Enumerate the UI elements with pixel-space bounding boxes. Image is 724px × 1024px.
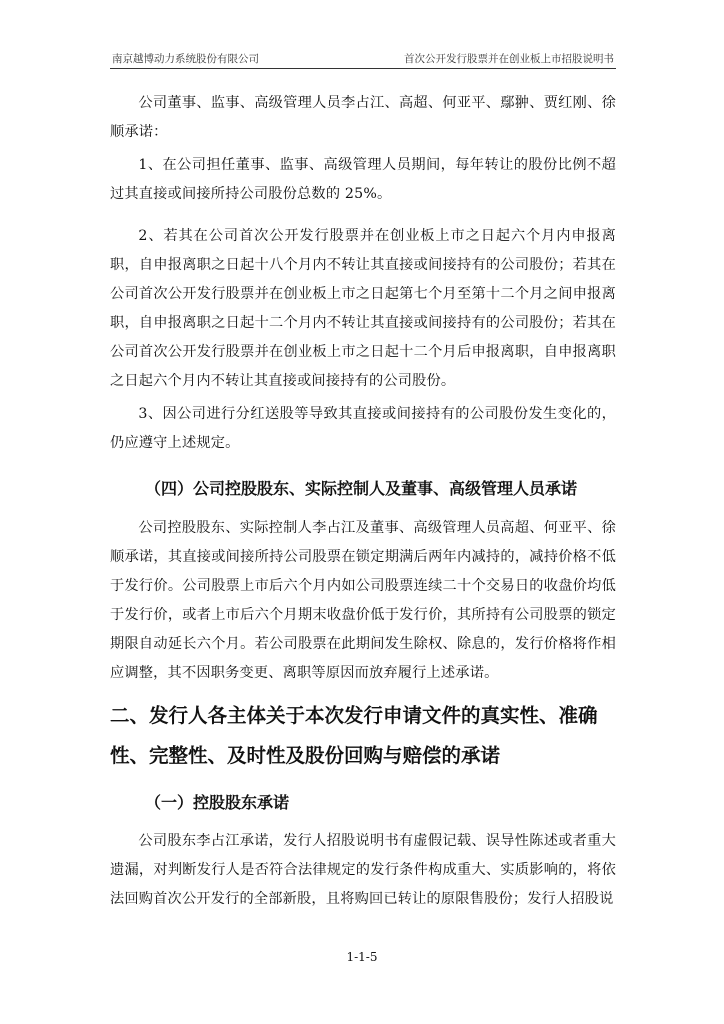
section-heading-1: （一）控股股东承诺 <box>145 793 290 812</box>
page-header <box>110 48 616 69</box>
header-document-title: 首次公开发行股票并在创业板上市招股说明书 <box>404 53 614 65</box>
paragraph-commitment-1: 1、在公司担任董事、监事、高级管理人员期间，每年转让的股份比例不超过其直接或间接所持公司股份总数的 25%。 <box>110 157 616 202</box>
chapter-heading-2: 二、发行人各主体关于本次发行申请文件的真实性、准确性、完整性、及时性及股份回购与赔偿的承诺 <box>110 704 598 767</box>
section-heading-4: （四）公司控股股东、实际控制人及董事、高级管理人员承诺 <box>145 479 578 498</box>
paragraph-shareholder-repurchase: 公司股东李占江承诺，发行人招股说明书有虚假记载、误导性陈述或者重大遗漏，对判断发行人是否符合法律规定的发行条件构成重大、实质影响的，将依法回购首次公开发行的全部新股，且将购回已转让的原限售股份；发行人招股说 <box>110 833 616 907</box>
paragraph-controlling-shareholder-commitment: 公司控股股东、实际控制人李占江及董事、高级管理人员高超、何亚平、徐顺承诺，其直接或间接所持公司股票在锁定期满后两年内减持的，减持价格不低于发行价。公司股票上市后六个月内如公司股票连续二十个交易日的收盘价均低于发行价，或者上市后六个月期末收盘价低于发行价，其所持有公司股票的锁定期限自动延长六个月。若公司股票在此期间发生除权、除息的，发行价格将作相应调整，其不因职务变更、离职等原因而放弃履行上述承诺。 <box>110 520 616 681</box>
paragraph-commitment-intro: 公司董事、监事、高级管理人员李占江、高超、何亚平、鄢翀、贾红刚、徐顺承诺： <box>110 95 616 140</box>
page-number: 1-1-5 <box>346 950 378 964</box>
paragraph-commitment-2: 2、若其在公司首次公开发行股票并在创业板上市之日起六个月内申报离职，自申报离职之日起十八个月内不转让其直接或间接持有的公司股份；若其在公司首次公开发行股票并在创业板上市之日起第七个月至第十二个月之间申报离职，自申报离职之日起十二个月内不转让其直接或间接持有的公司股份；若其在公司首次公开发行股票并在创业板上市之日起十二个月后申报离职，自申报离职之日起六个月内不转让其直接或间接持有的公司股份。 <box>110 228 616 389</box>
paragraph-commitment-3: 3、因公司进行分红送股等导致其直接或间接持有的公司股份发生变化的，仍应遵守上述规定。 <box>110 406 616 451</box>
header-company-name: 南京越博动力系统股份有限公司 <box>112 53 259 65</box>
